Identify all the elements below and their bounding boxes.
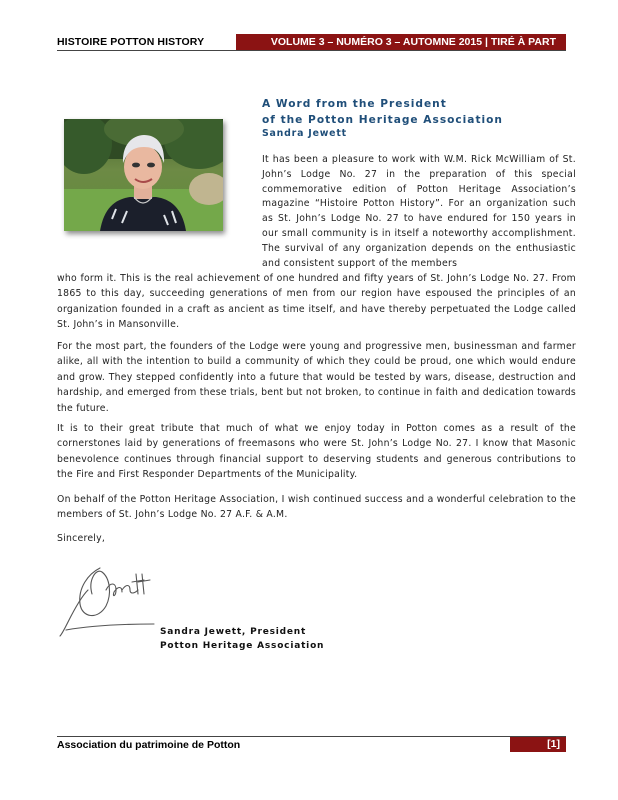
header-volume-text: VOLUME 3 – NUMÉRO 3 – AUTOMNE 2015 | TIRÉ À PART (270, 36, 556, 48)
header-volume-banner (236, 34, 566, 50)
signatory-organization: Potton Heritage Association (160, 640, 325, 651)
footer-rule (57, 736, 566, 737)
article-title-line1: A Word from the President (262, 98, 447, 110)
handwritten-signature (58, 560, 158, 638)
signatory-name: Sandra Jewett, President (160, 627, 307, 637)
page-number: [1] (547, 738, 560, 750)
header-title: HISTOIRE POTTON HISTORY (57, 36, 205, 48)
paragraph-1-top: It has been a pleasure to work with W.M. Rick McWilliam of St. John’s Lodge No. 27 in the preparation of this special commemorative edition of Potton Heritage Association’s magazine “Histoire Potton History”. For an organization such as St. John’s Lodge No. 27 to have endured for 150 years in our small community is in itself a noteworthy accomplishment. The survival of any organization depends on the enthusiastic and consistent support of the members (262, 154, 576, 269)
closing-text: Sincerely, (57, 533, 106, 544)
paragraph-3: It is to their great tribute that much of what we enjoy today in Potton comes as a result of the cornerstones laid by generations of freemasons who were St. John’s Lodge No. 27. I know that Masonic benevolence continues through financial support to deserving students and generous contributions to the Fire and First Responder Departments of the Municipality. (57, 423, 576, 481)
paragraph-4: On behalf of the Potton Heritage Association, I wish continued success and a wonderful celebration to the members of St. John’s Lodge No. 27 A.F. & A.M. (57, 494, 576, 521)
footer-organization: Association du patrimoine de Potton (57, 739, 241, 751)
president-photo (64, 119, 223, 231)
paragraph-2: For the most part, the founders of the Lodge were young and progressive men, businessman and farmer alike, all with the intention to build a community of which they could be proud, one which would endure and grow. They stepped confidently into a future that would be tested by wars, disease, destruction and hardship, and emerged from these trials, bent but not broken, to continue in faith and dedication towards the future. (57, 341, 576, 414)
header-rule (57, 50, 566, 51)
article-title-line2: of the Potton Heritage Association (262, 114, 503, 126)
signature-block (160, 626, 324, 653)
footer-page-banner (510, 737, 566, 752)
paragraph-1-bottom: who form it. This is the real achievement of one hundred and fifty years of St. John’s Lodge No. 27. From 1865 to this day, succeeding generations of men from our region have espoused the principles of an organization founded in a craft as ancient as time itself, and have thereby perpetuated the Lodge called St. John’s in Mansonville. (57, 273, 576, 331)
article-author: Sandra Jewett (262, 128, 347, 139)
article-title (262, 96, 503, 128)
